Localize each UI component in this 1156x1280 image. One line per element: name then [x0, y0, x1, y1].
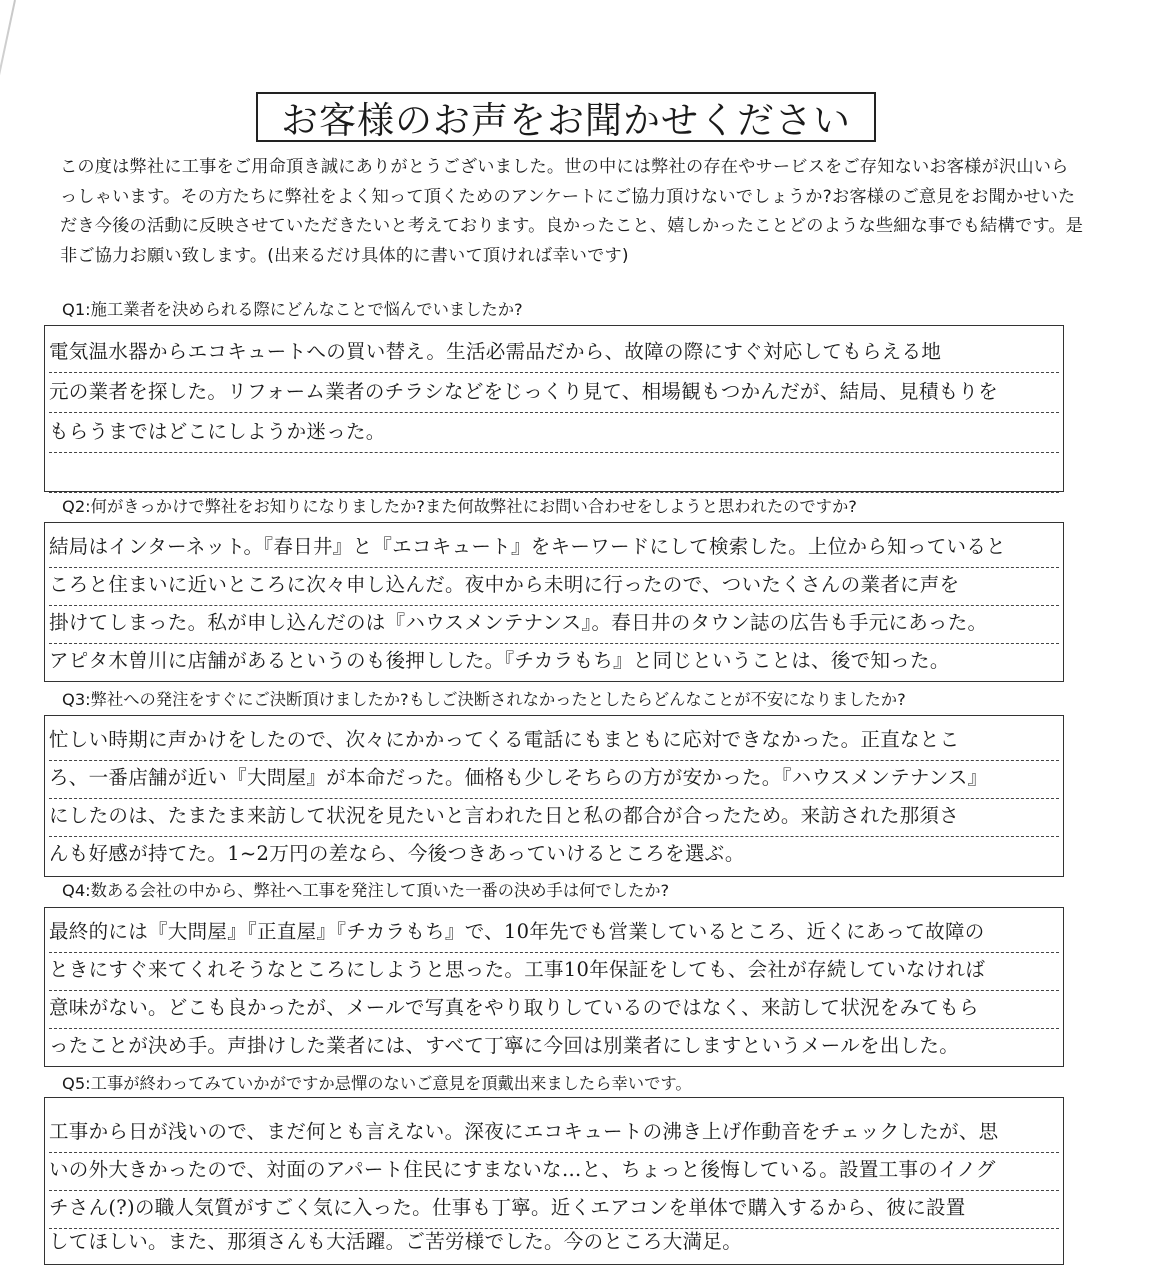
question-3: Q3:弊社への発注をすぐにご決断頂けましたか?もしご決断されなかったとしたらどんなことが不安になりましたか? [62, 690, 906, 709]
answer-4-line-1: 最終的には『大問屋』『正直屋』『チカラもち』で、10年先でも営業しているところ、近くにあって故障の [49, 912, 1059, 953]
question-5: Q5:工事が終わってみていかがですか忌憚のないご意見を頂戴出来ましたら幸いです。 [62, 1074, 692, 1093]
answer-box-5 [44, 1097, 1064, 1265]
answer-5-line-1: 工事から日が浅いので、まだ何とも言えない。深夜にエコキュートの沸き上げ作動音をチェックしたが、思 [49, 1112, 1059, 1153]
answer-3-line-4: んも好感が持てた。1~2万円の差なら、今後つきあっていけるところを選ぶ。 [49, 842, 745, 865]
question-4: Q4:数ある会社の中から、弊社へ工事を発注して頂いた一番の決め手は何でしたか? [62, 881, 670, 900]
answer-2-line-2: ころと住まいに近いところに次々申し込んだ。夜中から未明に行ったので、ついたくさんの業者に声を [49, 565, 1059, 606]
answer-4-line-3: 意味がない。どこも良かったが、メールで写真をやり取りしているのではなく、来訪して状況をみてもら [49, 988, 1059, 1029]
answer-3-line-3: にしたのは、たまたま来訪して状況を見たいと言われた日と私の都合が合ったため。来訪された那須さ [49, 796, 1059, 837]
answer-1-line-4 [49, 452, 1059, 493]
scan-edge-mark [0, 0, 16, 211]
answer-1-line-1: 電気温水器からエコキュートへの買い替え。生活必需品だから、故障の際にすぐ対応してもらえる地 [49, 332, 1059, 373]
answer-5-line-4: してほしい。また、那須さんも大活躍。ご苦労様でした。今のところ大満足。 [49, 1230, 743, 1253]
intro-paragraph: この度は弊社に工事をご用命頂き誠にありがとうございました。世の中には弊社の存在やサービスをご存知ないお客様が沢山いらっしゃいます。その方たちに弊社をよく知って頂くためのアンケートにご協力頂けないでしょうか?お客様のご意見をお聞かせいただき今後の活動に反映させていただきたいと考えております。良かったこと、嬉しかったことどのような些細な事でも結構です。是非ご協力お願い致します。(出来るだけ具体的に書いて頂ければ幸いです) [60, 157, 1084, 266]
question-2: Q2:何がきっかけで弊社をお知りになりましたか?また何故弊社にお問い合わせをしようと思われたのですか? [62, 497, 857, 516]
survey-title: お客様のお声をお聞かせください [256, 92, 876, 142]
answer-4-line-2: ときにすぐ来てくれそうなところにしようと思った。工事10年保証をしても、会社が存続していなければ [49, 950, 1059, 991]
answer-1-line-3: もらうまではどこにしようか迷った。 [49, 412, 1059, 453]
answer-1-line-2: 元の業者を探した。リフォーム業者のチラシなどをじっくり見て、相場観もつかんだが、結局、見積もりを [49, 372, 1059, 413]
answer-5-line-2: いの外大きかったので、対面のアパート住民にすまないな…と、ちょっと後悔している。設置工事のイノグ [49, 1150, 1059, 1191]
answer-3-line-2: ろ、一番店舗が近い『大問屋』が本命だった。価格も少しそちらの方が安かった。『ハウスメンテナンス』 [49, 758, 1059, 799]
answer-2-line-3: 掛けてしまった。私が申し込んだのは『ハウスメンテナンス』。春日井のタウン誌の広告も手元にあった。 [49, 603, 1059, 644]
answer-box-3 [44, 715, 1064, 877]
answer-4-line-4: ったことが決め手。声掛けした業者には、すべて丁寧に今回は別業者にしますというメールを出した。 [49, 1034, 960, 1057]
answer-box-1 [44, 325, 1064, 492]
answer-box-4 [44, 907, 1064, 1067]
question-1: Q1:施工業者を決められる際にどんなことで悩んでいましたか? [62, 300, 523, 319]
answer-2-line-4: アピタ木曽川に店舗があるというのも後押しした。『チカラもち』と同じということは、後で知った。 [49, 649, 950, 672]
answer-5-line-3: チさん(?)の職人気質がすごく気に入った。仕事も丁寧。近くエアコンを単体で購入するから、彼に設置 [49, 1188, 1059, 1229]
answer-2-line-1: 結局はインターネット。『春日井』と『エコキュート』をキーワードにして検索した。上位から知っていると [49, 527, 1059, 568]
answer-3-line-1: 忙しい時期に声かけをしたので、次々にかかってくる電話にもまともに応対できなかった。正直なとこ [49, 720, 1059, 761]
answer-box-2 [44, 522, 1064, 682]
